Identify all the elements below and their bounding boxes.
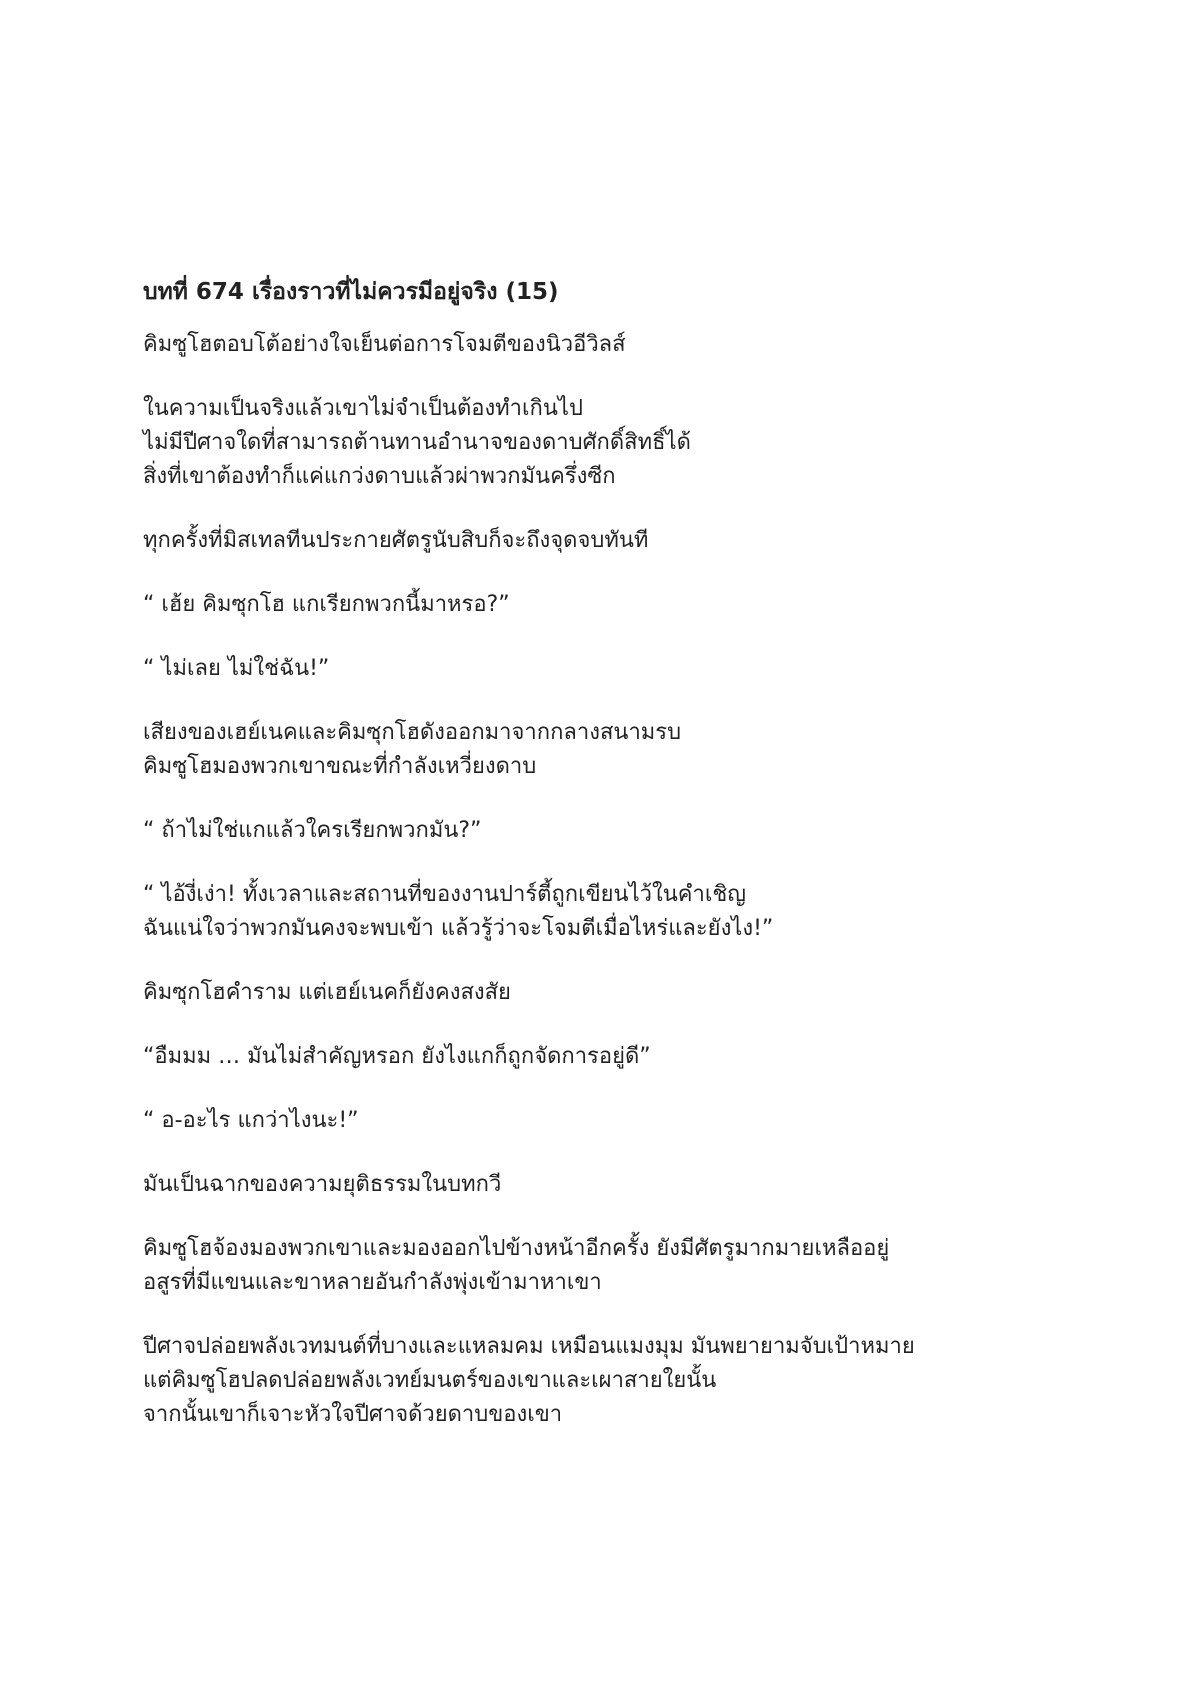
paragraph (143, 976, 1103, 1010)
text-line: สิ่งที่เขาต้องทำก็แค่แกว่งดาบแล้วผ่าพวกมันครึ่งซีก (143, 464, 616, 489)
text-line: คิมซูโฮตอบโต้อย่างใจเย็นต่อการโจมตีของนิวอีวิลส์ (143, 332, 626, 357)
text-line: “อืมมม … มันไม่สำคัญหรอก ยังไงแกก็ถูกจัดการอยู่ดี” (143, 1044, 651, 1069)
paragraph (143, 1232, 1103, 1300)
text-line: “ เฮ้ย คิมซุกโฮ แกเรียกพวกนี้มาหรอ?” (143, 592, 510, 617)
chapter-title: บทที่ 674 เรื่องราวที่ไม่ควรมีอยู่จริง (15) (143, 279, 559, 305)
paragraph (143, 588, 1103, 622)
text-line: เสียงของเฮย์เนคและคิมซุกโฮดังออกมาจากกลางสนามรบ (143, 720, 682, 745)
text-line: ปีศาจปล่อยพลังเวทมนต์ที่บางและแหลมคม เหมือนแมงมุม มันพยายามจับเป้าหมาย (143, 1334, 915, 1359)
text-line: คิมซูโฮจ้องมองพวกเขาและมองออกไปข้างหน้าอีกครั้ง ยังมีศัตรูมากมายเหลืออยู่ (143, 1236, 890, 1261)
paragraph (143, 1168, 1103, 1202)
text-line: ไม่มีปีศาจใดที่สามารถต้านทานอำนาจของดาบศักดิ์สิทธิ์ได้ (143, 430, 691, 455)
paragraph (143, 1330, 1103, 1432)
text-line: ทุกครั้งที่มิสเทลทีนประกายศัตรูนับสิบก็จะถึงจุดจบทันที (143, 528, 649, 553)
text-line: จากนั้นเขาก็เจาะหัวใจปีศาจด้วยดาบของเขา (143, 1402, 563, 1427)
text-line: มันเป็นฉากของความยุติธรรมในบทกวี (143, 1172, 502, 1197)
paragraph (143, 814, 1103, 848)
text-line: ในความเป็นจริงแล้วเขาไม่จำเป็นต้องทำเกินไป (143, 396, 583, 421)
text-line: “ ไอ้งี่เง่า! ทั้งเวลาและสถานที่ของงานปาร์ตี้ถูกเขียนไว้ในคำเชิญ (143, 882, 747, 907)
text-line: “ ไม่เลย ไม่ใช่ฉัน!” (143, 656, 330, 681)
paragraph (143, 524, 1103, 558)
paragraph (143, 392, 1103, 494)
text-line: คิมซุกโฮคำราม แต่เฮย์เนคก็ยังคงสงสัย (143, 980, 511, 1005)
text-line: ฉันแน่ใจว่าพวกมันคงจะพบเข้า แล้วรู้ว่าจะโจมตีเมื่อไหร่และยังไง!” (143, 916, 774, 941)
text-line: “ อ-อะไร แกว่าไงนะ!” (143, 1108, 359, 1133)
paragraph (143, 716, 1103, 784)
text-line: คิมซูโฮมองพวกเขาขณะที่กำลังเหวี่ยงดาบ (143, 754, 537, 779)
paragraph (143, 328, 1103, 362)
text-line: แต่คิมซูโฮปลดปล่อยพลังเวทย์มนตร์ของเขาและเผาสายใยนั้น (143, 1368, 717, 1393)
paragraph (143, 878, 1103, 946)
paragraph (143, 1040, 1103, 1074)
body-text (143, 328, 1103, 1432)
paragraph (143, 652, 1103, 686)
text-line: อสูรที่มีแขนและขาหลายอันกำลังพุ่งเข้ามาหาเขา (143, 1270, 602, 1295)
text-line: “ ถ้าไม่ใช่แกแล้วใครเรียกพวกมัน?” (143, 818, 482, 843)
paragraph (143, 1104, 1103, 1138)
document-page (143, 278, 1103, 1462)
